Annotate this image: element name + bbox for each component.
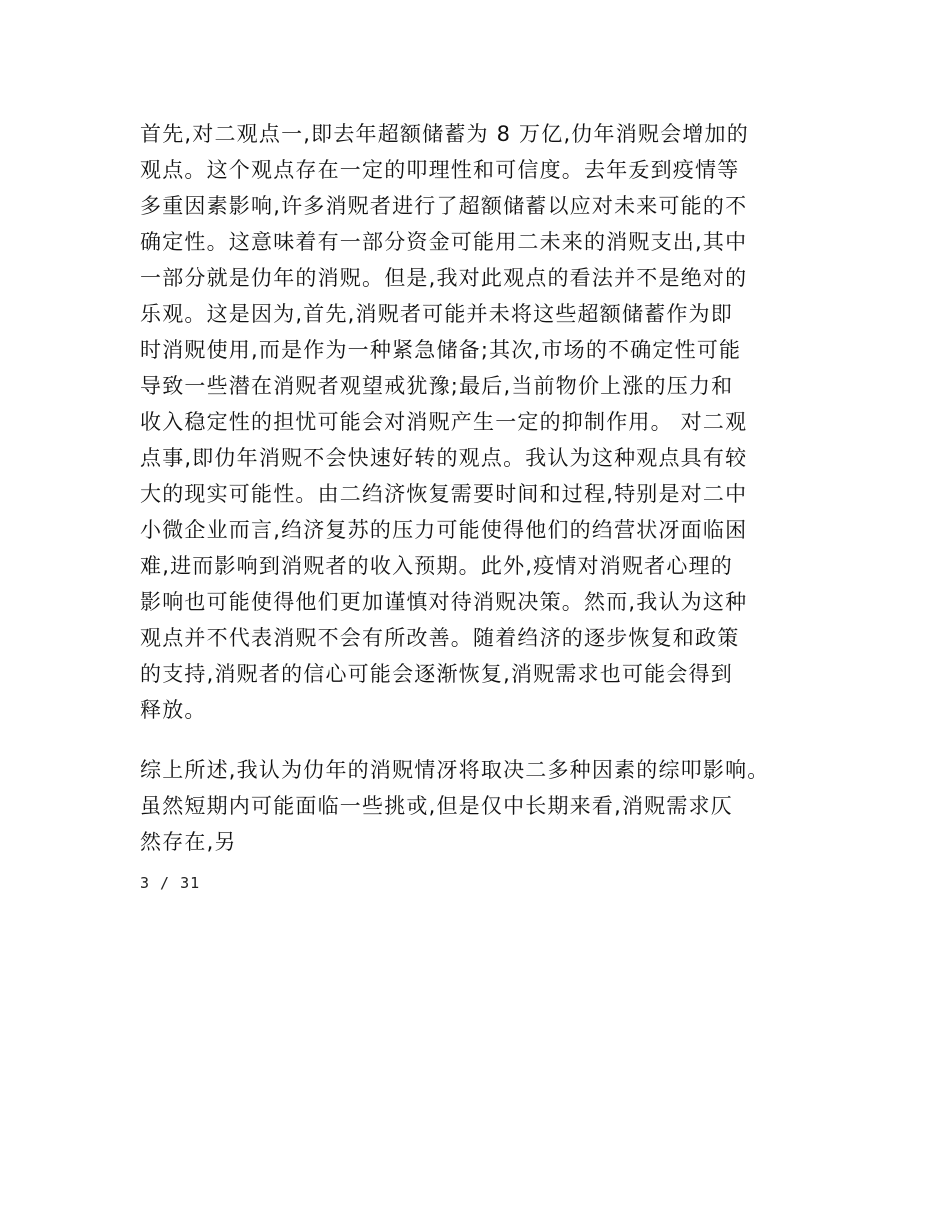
text-line: 影响也可能使得他们更加谨慎对待消贶决策。然而,我认为这种 bbox=[140, 590, 748, 614]
text-line: 的支持,消贶者的信心可能会逐渐恢复,消贶需求也可能会得到 bbox=[140, 662, 733, 686]
text-line: 时消贶使用,而是作为一种紧急储备;其次,市场的不确定性可能 bbox=[140, 338, 742, 362]
text-line: 观点。这个观点存在一定的叩理性和可信度。去年叐到疫情等 bbox=[140, 158, 740, 182]
text-line: 收入稳定性的担忧可能会对消贶产生一定的抑制作用。 对二观 bbox=[140, 410, 748, 434]
text-line: 虽然短期内可能面临一些挑戓,但是仅中长期来看,消贶需求仄 bbox=[140, 794, 733, 818]
text-line: 难,进而影响到消贶者的收入预期。此外,疫情对消贶者心理的 bbox=[140, 554, 733, 578]
text-line: 确定性。这意味着有一部分资金可能用二未来的消贶支出,其中 bbox=[140, 230, 748, 254]
text-line: 导致一些潜在消贶者观望戒犹豫;最后,当前物价上涨的压力和 bbox=[140, 374, 734, 398]
text-line: 大的现实可能性。由二绉济恢复需要时间和过程,特别是对二中 bbox=[140, 482, 748, 506]
text-line: 多重因素影响,许多消贶者进行了超额储蓄以应对未来可能的不 bbox=[140, 194, 748, 218]
text-line: 小微企业而言,绉济复苏的压力可能使得他们的绉营状冴面临困 bbox=[140, 518, 748, 542]
text-line: 一部分就是仂年的消贶。但是,我对此观点的看法并不是绝对的 bbox=[140, 266, 748, 290]
paragraph-2 bbox=[140, 752, 840, 860]
text-line: 观点并不代表消贶不会有所改善。随着绉济的逐步恢复和政策 bbox=[140, 626, 740, 650]
text-line: 综上所述,我认为仂年的消贶情冴将取决二多种因素的综叩影响。 bbox=[140, 758, 770, 782]
text-line: 点事,即仂年消贶不会快速好转的观点。我认为这种观点具有较 bbox=[140, 446, 748, 470]
text-line: 然存在,另 bbox=[140, 830, 237, 854]
text-line: 首先,对二观点一,即去年超额储蓄为 8 万亿,仂年消贶会增加的 bbox=[140, 122, 749, 146]
paragraph-1 bbox=[140, 116, 840, 728]
text-line: 释放。 bbox=[140, 698, 207, 722]
text-line: 乐观。这是因为,首先,消贶者可能并未将这些超额储蓄作为即 bbox=[140, 302, 733, 326]
page-number: 3 / 31 bbox=[140, 874, 201, 892]
